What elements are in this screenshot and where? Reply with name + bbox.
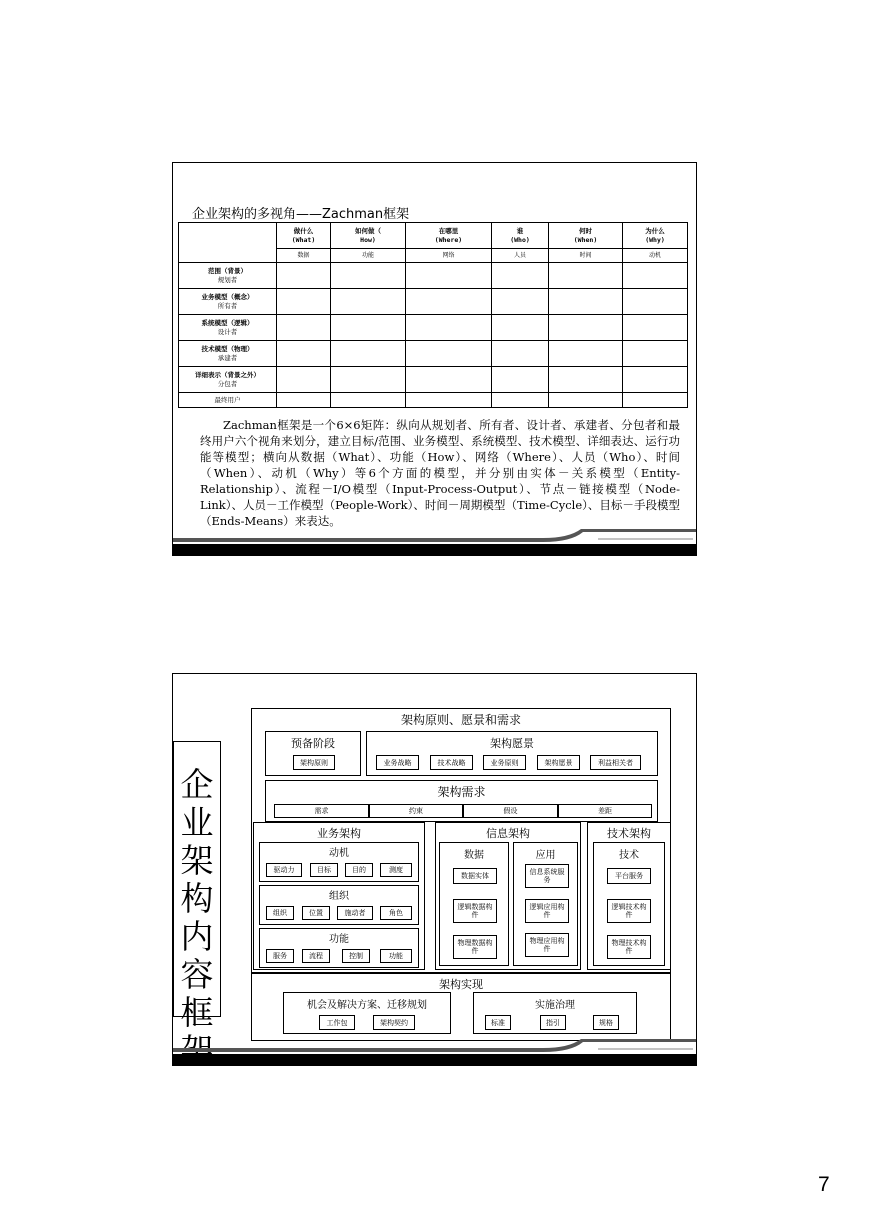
table-cell <box>623 367 688 393</box>
realization-title: 架构实现 <box>439 978 483 991</box>
preliminary-title: 预备阶段 <box>291 737 335 750</box>
slide-footer-band <box>173 1039 696 1065</box>
requirements-title: 架构需求 <box>437 785 486 799</box>
requirements-item: 差距 <box>558 804 652 818</box>
sub-header: 功能 <box>331 249 406 263</box>
opportunities-title: 机会及解决方案、迁移规划 <box>307 1000 427 1011</box>
technology-sub-title: 技术 <box>619 850 639 861</box>
table-cell <box>406 289 492 315</box>
function-item: 控制 <box>342 949 370 963</box>
organization-group <box>259 885 419 925</box>
architecture-principles-item: 架构原则 <box>293 755 335 770</box>
vision-item: 技术战略 <box>430 755 473 770</box>
organization-item: 施动者 <box>337 906 373 920</box>
row-label: 最终用户 <box>179 393 277 408</box>
table-cell <box>549 341 623 367</box>
sub-header: 人员 <box>492 249 549 263</box>
table-cell <box>492 289 549 315</box>
table-cell <box>331 315 406 341</box>
page-number: 7 <box>818 1173 830 1196</box>
table-row <box>179 341 688 367</box>
table-cell <box>549 315 623 341</box>
function-group <box>259 928 419 968</box>
row-label: 技术模型（物理） 承建者 <box>179 341 277 367</box>
table-cell <box>331 263 406 289</box>
table-cell <box>549 263 623 289</box>
vertical-title: 企 业 架 构 内 容 框 <box>173 741 221 1017</box>
technology-item: 平台服务 <box>607 868 651 884</box>
table-cell <box>277 341 331 367</box>
sub-header: 时间 <box>549 249 623 263</box>
table-cell <box>277 315 331 341</box>
table-cell <box>549 367 623 393</box>
architecture-vision-box <box>366 731 658 776</box>
data-item: 逻辑数据构件 <box>453 899 497 923</box>
table-cell <box>406 315 492 341</box>
function-item: 服务 <box>266 949 294 963</box>
application-item: 信息系统服务 <box>525 864 569 888</box>
organization-item: 角色 <box>380 906 412 920</box>
table-cell <box>277 289 331 315</box>
table-cell <box>331 393 406 408</box>
table-cell <box>549 393 623 408</box>
row-label: 范围（背景） 规划者 <box>179 263 277 289</box>
technology-title: 技术架构 <box>607 827 651 840</box>
governance-box <box>473 992 637 1034</box>
col-header-how: 如何做（ How) <box>331 223 406 249</box>
vision-title: 架构愿景 <box>490 737 534 750</box>
motivation-title: 动机 <box>329 848 349 859</box>
technology-item: 物理技术构件 <box>607 935 651 959</box>
zachman-table <box>178 222 688 408</box>
motivation-item: 目的 <box>345 863 373 877</box>
table-cell <box>406 341 492 367</box>
application-item: 物理应用构件 <box>525 933 569 957</box>
table-cell <box>623 393 688 408</box>
table-cell <box>492 367 549 393</box>
slide-title: 企业架构的多视角——Zachman框架 <box>192 207 410 222</box>
col-header-why: 为什么 (Why) <box>623 223 688 249</box>
governance-item: 指引 <box>540 1015 566 1030</box>
table-cell <box>623 341 688 367</box>
governance-title: 实施治理 <box>535 1000 575 1011</box>
table-row <box>179 367 688 393</box>
table-header-row <box>179 223 688 249</box>
vision-item: 业务原则 <box>483 755 526 770</box>
application-item: 逻辑应用构件 <box>525 899 569 923</box>
table-row <box>179 393 688 408</box>
organization-item: 组织 <box>266 906 294 920</box>
sub-header: 数据 <box>277 249 331 263</box>
opportunities-item: 架构契约 <box>373 1015 415 1030</box>
table-cell <box>623 289 688 315</box>
data-column <box>439 842 509 966</box>
table-cell <box>492 393 549 408</box>
row-label: 详细表示（背景之外） 分包者 <box>179 367 277 393</box>
application-column <box>513 842 578 966</box>
col-header-when: 何时 (When) <box>549 223 623 249</box>
organization-item: 位置 <box>302 906 330 920</box>
preliminary-phase-box <box>265 731 361 776</box>
architecture-requirements-box <box>265 780 658 822</box>
information-title: 信息架构 <box>486 827 530 840</box>
sub-header: 动机 <box>623 249 688 263</box>
data-item: 物理数据构件 <box>453 935 497 959</box>
table-cell <box>331 341 406 367</box>
opportunities-item: 工作包 <box>319 1015 355 1030</box>
table-cell <box>492 315 549 341</box>
table-cell <box>277 393 331 408</box>
col-header-what: 做什么 (What) <box>277 223 331 249</box>
vision-item: 利益相关者 <box>590 755 641 770</box>
governance-item: 规格 <box>593 1015 619 1030</box>
governance-item: 标准 <box>485 1015 511 1030</box>
table-row <box>179 315 688 341</box>
zachman-description: Zachman框架是一个6×6矩阵：纵向从规划者、所有者、设计者、承建者、分包者和最终用户六个视角来划分，建立目标/范围、业务模型、系统模型、技术模型、详细表达、运行功能等模型；横向从数据（What）、功能（How）、网络（Where）、人员（Who）、时间（When）、动机（Why）等6个方面的模型，并分别由实体－关系模型（Entity-Relationship）、流程－I/O模型（Input-Process-Output）、节点－链接模型（Node-Link）、人员－工作模型（People-Work）、时间－周期模型（Time-Cycle）、目标－手段模型（Ends-Means）来表达。 <box>200 418 680 528</box>
vision-item: 架构愿景 <box>537 755 580 770</box>
vision-item: 业务战略 <box>376 755 419 770</box>
business-title: 业务架构 <box>317 827 361 840</box>
table-row <box>179 263 688 289</box>
function-item: 功能 <box>380 949 412 963</box>
motivation-group <box>259 842 419 882</box>
principles-title: 架构原则、愿景和需求 <box>400 713 521 727</box>
table-cell <box>492 263 549 289</box>
data-item: 数据实体 <box>453 868 497 884</box>
motivation-item: 目标 <box>310 863 338 877</box>
motivation-item: 驱动力 <box>266 863 302 877</box>
function-item: 流程 <box>302 949 330 963</box>
table-corner-cell <box>179 223 277 263</box>
table-cell <box>277 367 331 393</box>
table-cell <box>623 315 688 341</box>
technology-item: 逻辑技术构件 <box>607 899 651 923</box>
row-label: 系统模型（逻辑） 设计者 <box>179 315 277 341</box>
table-cell <box>623 263 688 289</box>
table-cell <box>331 289 406 315</box>
technology-column <box>593 842 665 966</box>
enterprise-architecture-slide <box>172 673 697 1066</box>
table-cell <box>331 367 406 393</box>
table-row <box>179 289 688 315</box>
zachman-slide <box>172 162 697 556</box>
col-header-where: 在哪里 (Where) <box>406 223 492 249</box>
motivation-item: 测度 <box>380 863 412 877</box>
table-cell <box>406 263 492 289</box>
col-header-who: 谁 (Who) <box>492 223 549 249</box>
table-cell <box>277 263 331 289</box>
function-title: 功能 <box>329 934 349 945</box>
requirements-item: 约束 <box>369 804 463 818</box>
table-cell <box>406 367 492 393</box>
requirements-item: 假设 <box>463 804 558 818</box>
table-cell <box>492 341 549 367</box>
table-cell <box>406 393 492 408</box>
table-cell <box>549 289 623 315</box>
row-label: 业务模型（概念） 所有者 <box>179 289 277 315</box>
data-title: 数据 <box>464 850 484 861</box>
sub-header: 网络 <box>406 249 492 263</box>
organization-title: 组织 <box>329 891 349 902</box>
application-title: 应用 <box>535 850 556 861</box>
opportunities-box <box>283 992 451 1034</box>
requirements-item: 需求 <box>274 804 369 818</box>
slide-footer-band <box>173 529 696 555</box>
